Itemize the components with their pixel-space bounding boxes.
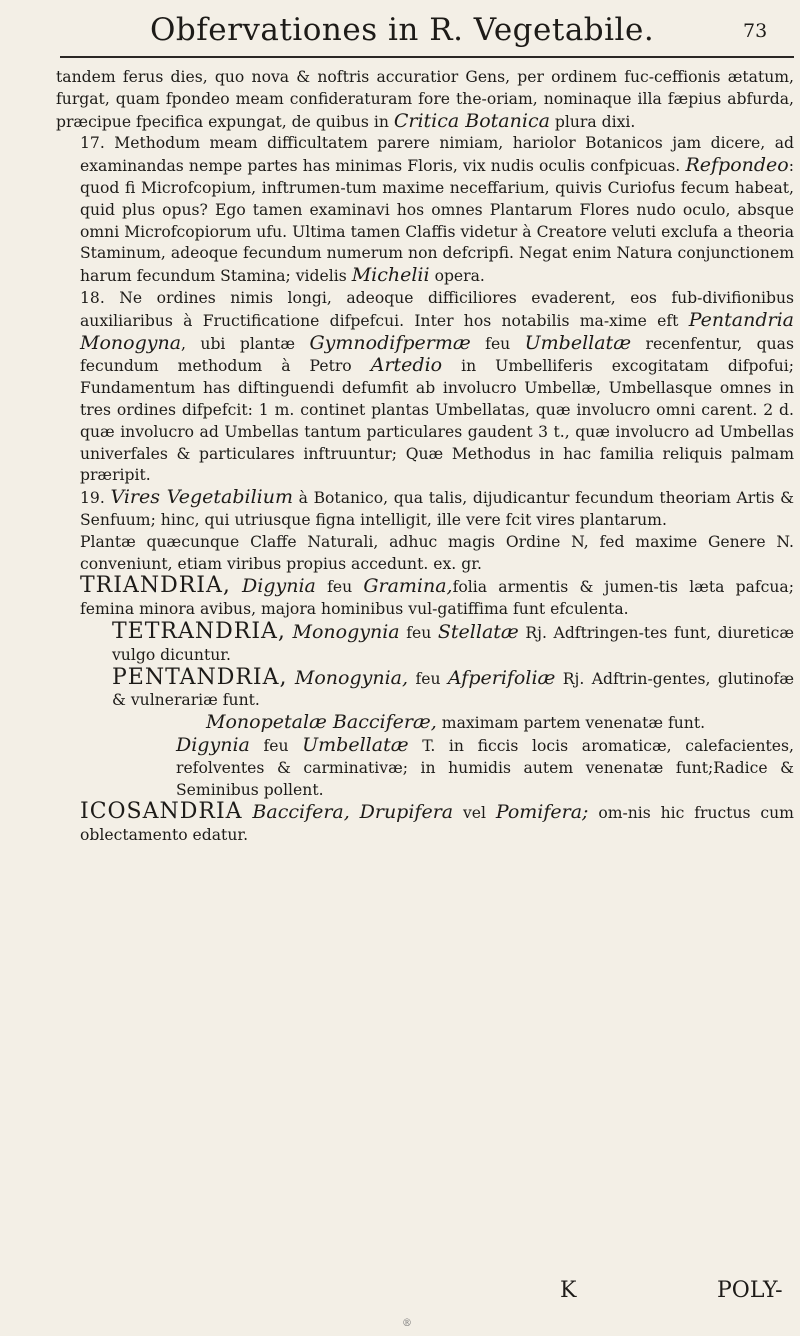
- text-run: folia armentis & jumen-tis læta pafcua; femina minora avibus, majora hominibus vul-gatiffima funt efculenta.: [80, 578, 794, 619]
- italic-vires: Vires Vegetabilium: [110, 486, 293, 509]
- text-run: , ubi plantæ: [181, 334, 296, 353]
- text-run: T. in ficcis locis aromaticæ, calefacientes, refolventes & carminativæ; in humidis autem venenatæ funt;Radice & Seminibus pollent.: [176, 736, 794, 799]
- subclass-monopetalae: [56, 712, 794, 735]
- subclass-digynia: [56, 735, 794, 801]
- page-body: [56, 67, 794, 847]
- group-name: Baccifera,: [252, 801, 350, 824]
- text-run: om-nis hic fructus cum oblectamento edatur.: [80, 804, 794, 845]
- group-name: Drupifera: [359, 801, 454, 824]
- class-triandria: [56, 575, 794, 621]
- text-run: 17. Methodum meam difficultatem parere nimiam, hariolor Botanicos jam dicere, ad examinandas nempe partes has minimas Floris, vix nudis oculis confpicuas.: [80, 134, 794, 176]
- book-title-critica: Critica Botanica: [393, 109, 550, 132]
- italic-respondeo: Refpondeo: [685, 154, 789, 177]
- text-run: recenfentur, quas fecundum methodum à Petro: [80, 334, 794, 376]
- text-run: in Umbelliferis excogitatam difpofui; Fundamentum has diftinguendi defumfit ab involucro Umbellæ, Umbellasque omnes in tres ordines difpefcit: 1 m. continet plantas Umbellatas, quæ involucro omni carent. 2 d. quæ involucro ad Umbellas tantum particulares gaudent 3 t., quæ involucro ad Umbellas univerfales & particulares inftruuntur; Quæ Methodus in hac familia reliquis palmam præripit.: [80, 357, 794, 485]
- group-name: Pomifera;: [495, 801, 589, 824]
- page-number: 73: [743, 20, 768, 42]
- class-name: TETRANDRIA,: [112, 618, 286, 644]
- text-run: Plantæ quæcunque Claffe Naturali, adhuc magis Ordine N, fed maxime Genere N. conveniunt, etiam viribus propius accedunt. ex. gr.: [80, 532, 794, 573]
- text-run: Rj. Adftrin-gentes, glutinofæ & vulnerariæ funt.: [112, 669, 794, 710]
- class-tetrandria: [56, 618, 794, 667]
- order-name: Monogynia: [292, 620, 400, 643]
- paragraph-18: [56, 288, 794, 487]
- class-pentandria: [56, 664, 794, 713]
- group-name: Monopetalæ Bacciferæ,: [206, 711, 437, 734]
- class-name: ICOSANDRIA: [80, 799, 243, 825]
- paragraph-17: [56, 133, 794, 288]
- order-name: Monogynia,: [294, 666, 409, 689]
- catchword: POLY-: [717, 1278, 783, 1303]
- text-run: à Botanico, qua talis, dijudicantur fecundum theoriam Artis & Senfuum; hinc, qui utriusque figna intelligit, ille vere fcit vires plantarum.: [80, 489, 794, 529]
- text-run: feu: [408, 669, 448, 688]
- text-run: opera.: [434, 267, 485, 286]
- class-name: TRIANDRIA,: [80, 573, 231, 599]
- italic-umbellatae: Umbellatæ: [524, 331, 632, 354]
- text-run: feu: [249, 736, 303, 755]
- text-run: feu: [315, 578, 364, 597]
- italic-pentandria: Pentandria Monogyna: [80, 308, 794, 354]
- paragraph-plantae: [56, 532, 794, 576]
- class-name: PENTANDRIA,: [112, 664, 288, 690]
- text-run: vel: [453, 804, 496, 823]
- author-michelii: Michelii: [351, 264, 430, 287]
- group-name: Umbellatæ: [302, 733, 409, 756]
- signature-mark: K: [560, 1278, 577, 1303]
- order-name: Digynia: [176, 733, 250, 756]
- order-name: Digynia: [242, 575, 316, 598]
- author-artedio: Artedio: [370, 354, 443, 377]
- paragraph-19: [56, 487, 794, 532]
- text-run: : quod fi Microfcopium, inftrumen-tum maxime neceffarium, quivis Curiofus fecum habeat, quid plus opus? Ego tamen examinavi hos omnes Plantarum Flores nudo oculo, absque omni Microfcopiorum ufu. Ultima tamen Claffis videtur à Creatore veluti exclufa a theoria Staminum, adeoque fecundum numerum non defcripfi. Negat enim Natura conjunctionem harum fecundum Stamina; videlis: [80, 157, 794, 286]
- text-run: plura dixi.: [554, 112, 636, 131]
- text-run: maximam partem venenatæ funt.: [441, 714, 706, 733]
- text-run: feu: [485, 334, 511, 353]
- group-name: Gramina,: [363, 575, 453, 598]
- text-run: 18. Ne ordines nimis longi, adeoque difficiliores evaderent, eos fub-divifionibus auxiliaribus à Fructificatione difpefcui. Inter hos notabilis ma-xime eft: [80, 288, 794, 330]
- registered-mark: ®: [402, 1318, 412, 1329]
- running-head: [0, 10, 800, 50]
- page-title: Obfervationes in R. Vegetabile.: [150, 12, 655, 48]
- group-name: Stellatæ: [437, 620, 519, 643]
- italic-gymnodispermae: Gymnodifpermæ: [309, 331, 471, 354]
- group-name: Afperifoliæ: [447, 666, 556, 689]
- class-icosandria: [56, 801, 794, 847]
- text-run: Rj. Adftringen-tes funt, diureticæ vulgo dicuntur.: [112, 623, 794, 664]
- text-run: 19.: [80, 489, 105, 508]
- header-rule: [60, 56, 794, 58]
- paragraph-continuation: [56, 67, 794, 133]
- text-run: tandem ferus dies, quo nova & noftris accuratior Gens, per ordinem fuc-ceffionis ætatum, furgat, quam fpondeo meam confideraturam fore the-oriam, nominaque illa fæpius abfurda, præcipue fpecifica expungat, de quibus in: [56, 68, 794, 131]
- text-run: feu: [399, 623, 438, 642]
